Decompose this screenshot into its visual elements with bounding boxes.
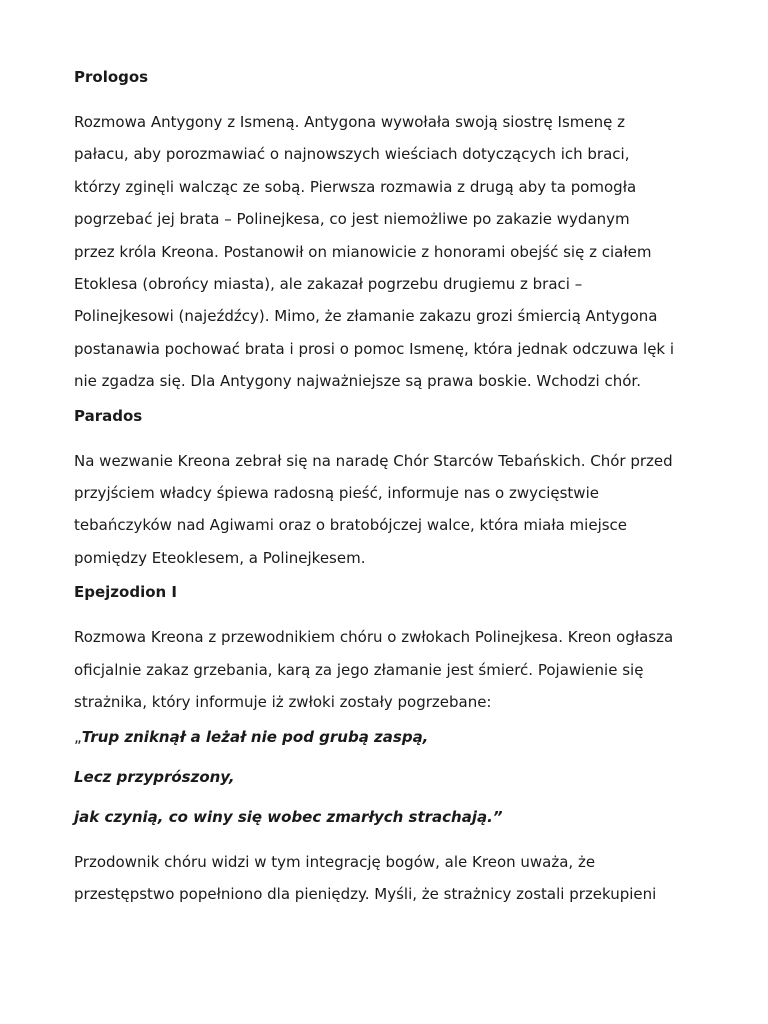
text-line: Rozmowa Kreona z przewodnikiem chóru o zwłokach Polinejkesa. Kreon ogłasza	[74, 628, 674, 647]
quote-line-3: jak czynią, co winy się wobec zmarłych strachają.”	[74, 807, 503, 826]
text-line: pogrzebać jej brata – Polinejkesa, co jest niemożliwe po zakazie wydanym	[74, 210, 630, 229]
text-line: przyjściem władcy śpiewa radosną pieść, informuje nas o zwycięstwie	[74, 484, 599, 503]
paragraph-prologos	[74, 106, 714, 398]
text-line: strażnika, który informuje iż zwłoki zostały pogrzebane:	[74, 693, 492, 712]
quote-line-1	[74, 726, 714, 748]
paragraph-epejzodion-1-continued	[74, 846, 714, 911]
quote-open-mark: „	[74, 727, 82, 746]
text-line: tebańczyków nad Agiwami oraz o bratobójczej walce, która miała miejsce	[74, 516, 628, 535]
text-line: Na wezwanie Kreona zebrał się na naradę Chór Starców Tebańskich. Chór przed	[74, 451, 673, 470]
text-line: którzy zginęli walcząc ze sobą. Pierwsza rozmawia z drugą aby ta pomogła	[74, 177, 637, 196]
text-line: Etoklesa (obrońcy miasta), ale zakazał pogrzebu drugiemu z braci –	[74, 275, 583, 294]
text-line: nie zgadza się. Dla Antygony najważniejsze są prawa boskie. Wchodzi chór.	[74, 372, 641, 391]
text-line: Przodownik chóru widzi w tym integrację bogów, ale Kreon uważa, że	[74, 852, 596, 871]
text-line: pałacu, aby porozmawiać o najnowszych wieściach dotyczących ich braci,	[74, 145, 630, 164]
document-page	[74, 66, 714, 917]
text-line: Polinejkesowi (najeźdźcy). Mimo, że złamanie zakazu grozi śmiercią Antygona	[74, 307, 658, 326]
text-line: pomiędzy Eteoklesem, a Polinejkesem.	[74, 548, 366, 567]
text-line: Rozmowa Antygony z Ismeną. Antygona wywołała swoją siostrę Ismenę z	[74, 113, 625, 131]
quote-line-2: Lecz przyprószony,	[74, 767, 235, 786]
paragraph-epejzodion-1	[74, 621, 714, 718]
text-line: postanawia pochować brata i prosi o pomoc Ismenę, która jednak odczuwa lęk i	[74, 339, 675, 358]
quote-text: Trup zniknął a leżał nie pod grubą zaspą,	[81, 727, 429, 746]
text-line: przez króla Kreona. Postanowił on mianowicie z honorami obejść się z ciałem	[74, 242, 652, 261]
section-heading-parados: Parados	[74, 406, 143, 425]
section-heading-epejzodion-1: Epejzodion I	[74, 583, 178, 602]
text-line: oficjalnie zakaz grzebania, karą za jego złamanie jest śmierć. Pojawienie się	[74, 660, 644, 679]
text-line: przestępstwo popełniono dla pieniędzy. Myśli, że strażnicy zostali przekupieni	[74, 884, 657, 903]
section-heading-prologos: Prologos	[74, 68, 149, 86]
paragraph-parados	[74, 445, 714, 575]
